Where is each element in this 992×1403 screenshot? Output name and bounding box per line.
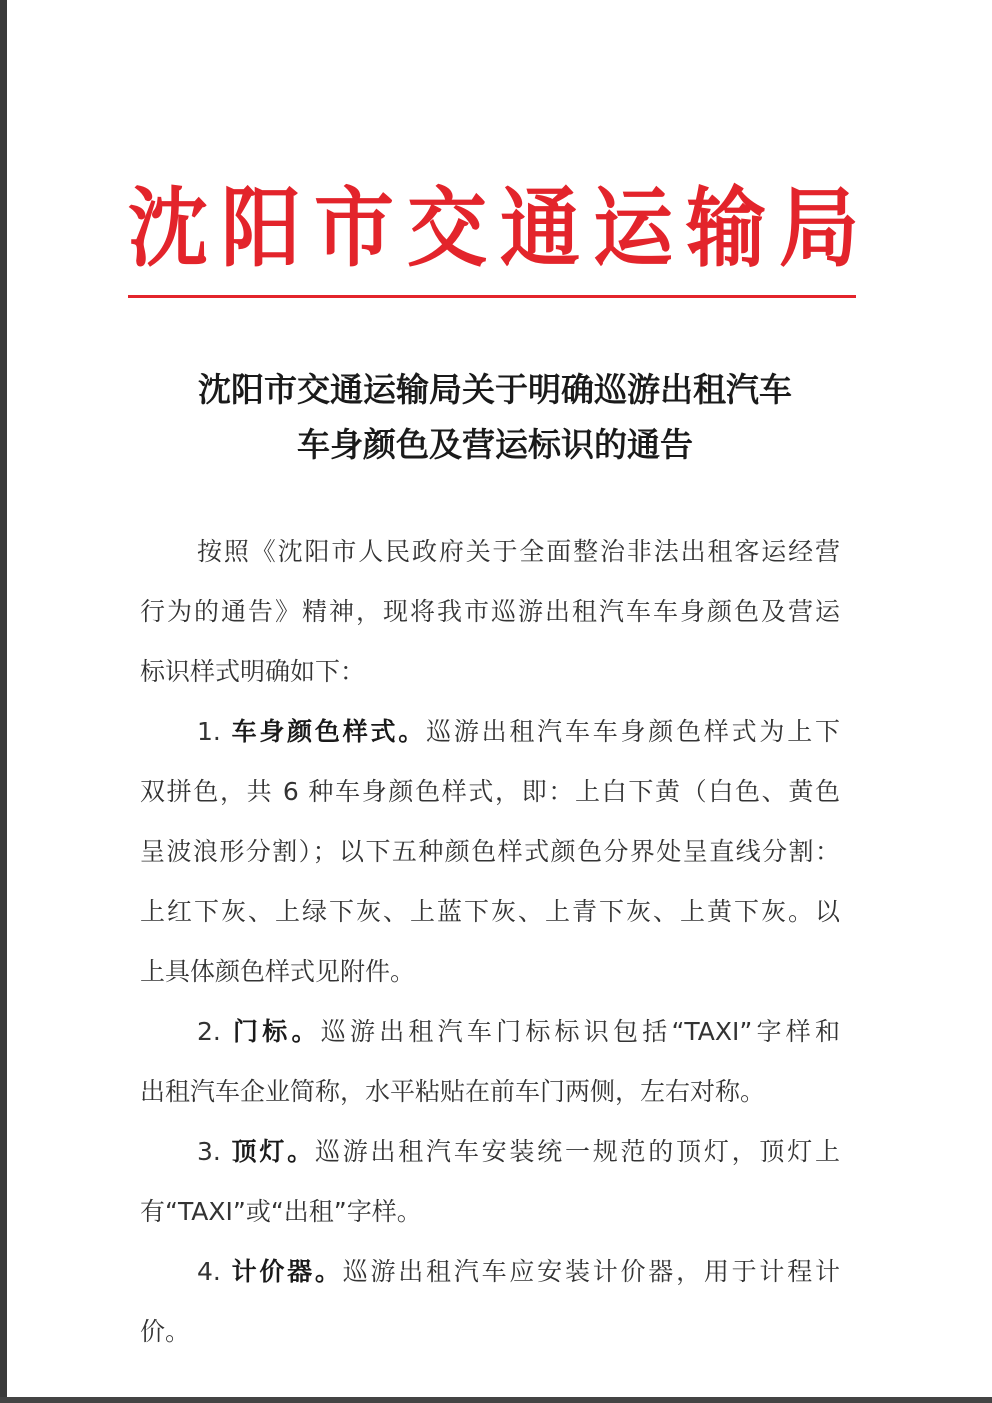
item-text: 巡游出租汽车应安装计价器，用于计程计	[342, 1257, 840, 1286]
item-3-first-line	[140, 1122, 840, 1182]
item-2-first-line	[140, 1002, 840, 1062]
item-1-line: 上红下灰、上绿下灰、上蓝下灰、上青下灰、上黄下灰。以	[140, 897, 840, 926]
item-text: 巡游出租汽车门标标识包括“TAXI”字样和	[320, 1017, 840, 1046]
item-text: 巡游出租汽车车身颜色样式为上下	[426, 717, 840, 746]
item-text: 巡游出租汽车安装统一规范的顶灯，顶灯上	[314, 1137, 840, 1166]
item-1-line: 双拼色，共 6 种车身颜色样式，即：上白下黄（白色、黄色	[140, 777, 840, 806]
item-heading: 门标。	[233, 1017, 321, 1046]
document-title	[100, 362, 890, 472]
intro-line-2: 行为的通告》精神，现将我市巡游出租汽车车身颜色及营运	[140, 597, 840, 626]
scan-edge-left	[0, 0, 7, 1403]
title-line-1: 沈阳市交通运输局关于明确巡游出租汽车	[198, 370, 792, 409]
item-number: 3.	[197, 1137, 221, 1166]
item-number: 1.	[197, 717, 221, 746]
intro-line-3: 标识样式明确如下：	[140, 657, 366, 686]
item-4-first-line	[140, 1242, 840, 1302]
letterhead-red-rule	[128, 295, 856, 298]
intro-line-1: 按照《沈阳市人民政府关于全面整治非法出租客运经营	[197, 537, 840, 566]
title-line-2: 车身颜色及营运标识的通告	[297, 425, 693, 464]
item-3-line: 有“TAXI”或“出租”字样。	[140, 1197, 422, 1226]
item-heading: 计价器。	[231, 1257, 343, 1286]
item-heading: 车身颜色样式。	[231, 717, 427, 746]
scan-edge-bottom	[0, 1397, 992, 1403]
item-1-first-line	[140, 702, 840, 762]
item-2-line: 出租汽车企业简称，水平粘贴在前车门两侧，左右对称。	[140, 1077, 766, 1106]
document-body	[140, 522, 840, 1362]
item-1-line: 呈波浪形分割）；以下五种颜色样式颜色分界处呈直线分割：	[140, 837, 840, 866]
letterhead-organization: 沈阳市交通运输局	[128, 177, 872, 279]
item-number: 4.	[197, 1257, 221, 1286]
item-number: 2.	[197, 1017, 221, 1046]
item-heading: 顶灯。	[231, 1137, 315, 1166]
item-4-line: 价。	[140, 1317, 191, 1346]
item-1-line: 上具体颜色样式见附件。	[140, 957, 416, 986]
